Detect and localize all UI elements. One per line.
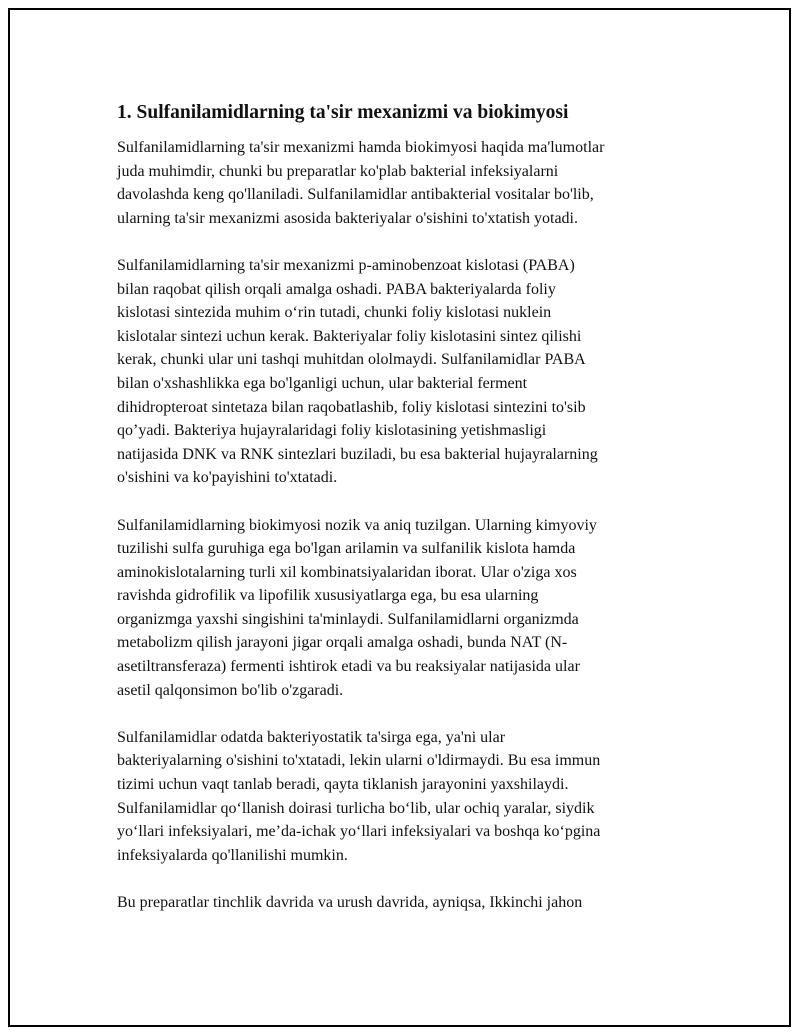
text-line: bakteriyalarning o'sishini to'xtatadi, lekin ularni o'ldirmaydi. Bu esa immun	[117, 752, 601, 770]
paragraph-4	[117, 726, 707, 868]
text-line: natijasida DNK va RNK sintezlari buziladi, bu esa bakterial hujayralarning	[117, 445, 598, 463]
text-line: davolashda keng qo'llaniladi. Sulfanilamidlar antibakterial vositalar bo'lib,	[117, 186, 594, 204]
text-line: asetiltransferaza) fermenti ishtirok etadi va bu reaksiyalar natijasida ular	[117, 658, 580, 676]
text-line: ravishda gidrofilik va lipofilik xususiyatlarga ega, bu esa ularning	[117, 587, 539, 605]
text-line: tuzilishi sulfa guruhiga ega bo'lgan arilamin va sulfanilik kislota hamda	[117, 540, 576, 558]
text-line: metabolizm qilish jarayoni jigar orqali amalga oshadi, bunda NAT (N-	[117, 634, 568, 652]
text-line: ularning ta'sir mexanizmi asosida bakteriyalar o'sishini to'xtatish yotadi.	[117, 209, 578, 227]
paragraph-1	[117, 136, 707, 230]
text-line: Sulfanilamidlar qo‘llanish doirasi turlicha bo‘lib, ular ochiq yaralar, siydik	[117, 799, 595, 817]
text-line: Sulfanilamidlarning ta'sir mexanizmi p-aminobenzoat kislotasi (PABA)	[117, 256, 575, 274]
text-line: qo’yadi. Bakteriya hujayralaridagi foliy kislotasining yetishmasligi	[117, 422, 547, 440]
text-line: bilan raqobat qilish orqali amalga oshadi. PABA bakteriyalarda foliy	[117, 280, 556, 298]
text-line: bilan o'xshashlikka ega bo'lganligi uchun, ular bakterial ferment	[117, 374, 528, 392]
text-line: infeksiyalarda qo'llanilishi mumkin.	[117, 846, 348, 864]
section-heading: 1. Sulfanilamidlarning ta'sir mexanizmi va biokimyosi	[117, 102, 569, 123]
text-line: tizimi uchun vaqt tanlab beradi, qayta tiklanish jarayonini yaxshilaydi.	[117, 776, 569, 794]
text-line: Bu preparatlar tinchlik davrida va urush davrida, ayniqsa, Ikkinchi jahon	[117, 894, 583, 911]
paragraph-2	[117, 254, 707, 490]
text-line: aminokislotalarning turli xil kombinatsiyalaridan iborat. Ular o'ziga xos	[117, 563, 577, 581]
text-line: kislotasi sintezida muhim o‘rin tutadi, chunki foliy kislotasi nuklein	[117, 304, 552, 322]
text-line: juda muhimdir, chunki bu preparatlar ko'plab bakterial infeksiyalarni	[117, 162, 559, 180]
text-line: o'sishini va ko'payishini to'xtatadi.	[117, 469, 338, 487]
document-body	[117, 100, 707, 938]
paragraph-3	[117, 514, 707, 703]
text-line: Sulfanilamidlarning biokimyosi nozik va aniq tuzilgan. Ularning kimyoviy	[117, 516, 597, 534]
text-line: kislotalar sintezi uchun kerak. Bakteriyalar foliy kislotasini sintez qilishi	[117, 327, 582, 345]
text-line: dihidropteroat sintetaza bilan raqobatlashib, foliy kislotasi sintezini to'sib	[117, 398, 586, 416]
text-line: kerak, chunki ular uni tashqi muhitdan ololmaydi. Sulfanilamidlar PABA	[117, 351, 586, 369]
text-line: asetil qalqonsimon bo'lib o'zgaradi.	[117, 681, 344, 699]
text-line: organizmga yaxshi singishini ta'minlaydi. Sulfanilamidlarni organizmda	[117, 610, 579, 628]
text-line: Sulfanilamidlarning ta'sir mexanizmi hamda biokimyosi haqida ma'lumotlar	[117, 139, 605, 156]
text-line: Sulfanilamidlar odatda bakteriyostatik ta'sirga ega, ya'ni ular	[117, 728, 506, 746]
page-frame	[8, 8, 791, 1027]
paragraph-5	[117, 891, 707, 915]
text-line: yo‘llari infeksiyalari, me’da-ichak yo‘llari infeksiyalari va boshqa ko‘pgina	[117, 823, 601, 841]
